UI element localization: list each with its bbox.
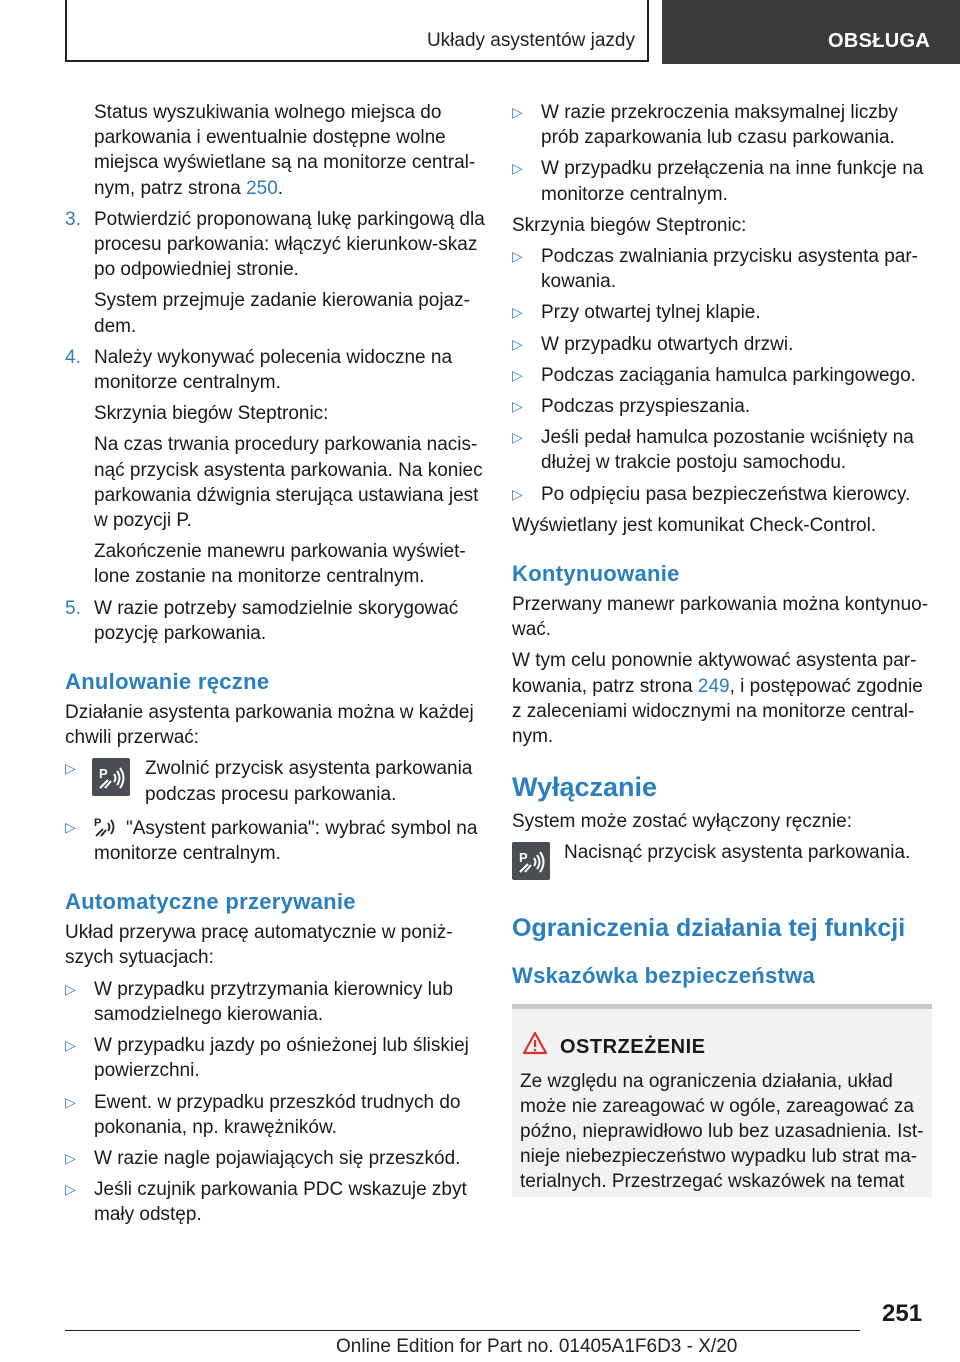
heading-auto-interrupt: Automatyczne przerywanie: [65, 889, 356, 915]
header-chapter-box: [662, 0, 960, 64]
svg-text:P: P: [99, 766, 108, 782]
triangle-bullet-icon: ▷: [65, 1181, 76, 1198]
interrupt-bullet: ▷ W razie przekroczenia maksymalnej liczby prób zaparkowania lub czasu parkowania.: [512, 102, 898, 149]
header-chapter-title: OBSŁUGA: [828, 30, 931, 52]
park-assist-button-icon: [512, 842, 550, 880]
continue-paragraph-1: Przerwany manewr parkowania można kontynuo-wać.: [512, 594, 929, 641]
steptronic-label: Skrzynia biegów Steptronic:: [512, 214, 747, 236]
triangle-bullet-icon: ▷: [65, 818, 76, 835]
warning-title: OSTRZEŻENIE: [560, 1035, 924, 1060]
step-4-note-1: Skrzynia biegów Steptronic:: [94, 403, 329, 425]
triangle-bullet-icon: ▷: [512, 366, 523, 383]
manual-bullet-2: ▷ P "Asystent parkowania": wybrać symbol na monitorze centralnym.: [65, 816, 478, 865]
page-link-250[interactable]: 250: [246, 177, 278, 199]
auto-bullet: ▷ Ewent. w przypadku przeszkód trudnych do pokonania, np. krawężników.: [65, 1091, 461, 1138]
heading-limitations: Ograniczenia działania tej funkcji: [512, 914, 906, 943]
switch-off-instruction: P Nacisnąć przycisk asystenta parkowania.: [512, 840, 932, 884]
warning-triangle-icon: [522, 1031, 548, 1055]
triangle-bullet-icon: ▷: [512, 160, 523, 177]
steptronic-bullet: ▷ Podczas zaciągania hamulca parkingowego.: [512, 363, 932, 388]
page-link-249[interactable]: 249: [697, 675, 730, 697]
steptronic-bullet: ▷ Przy otwartej tylnej klapie.: [512, 300, 932, 325]
auto-bullet: ▷ Jeśli czujnik parkowania PDC wskazuje zbyt mały odstęp.: [65, 1179, 467, 1226]
steptronic-bullet: ▷ Po odpięciu pasa bezpieczeństwa kierowcy.: [512, 482, 932, 507]
auto-bullet: ▷ W razie nagle pojawiających się przeszkód.: [65, 1146, 485, 1171]
triangle-bullet-icon: ▷: [65, 1149, 76, 1166]
step-4-note-3: Zakończenie manewru parkowania wyświet-lone zostanie na monitorze centralnym.: [94, 541, 466, 588]
heading-safety-note: Wskazówka bezpieczeństwa: [512, 963, 816, 989]
step-3-note: System przejmuje zadanie kierowania pojaz-dem.: [94, 290, 470, 337]
footer-divider: [65, 1330, 860, 1331]
svg-text:P: P: [519, 850, 528, 866]
footer-edition: Online Edition for Part no. 01405A1F6D3 - X/20: [336, 1336, 738, 1357]
step-4-note-2: Na czas trwania procedury parkowania nacis-nąć przycisk asystenta parkowania. Na koniec parkowania dźwignia sterująca ustawiana jest w pozycji P.: [94, 434, 483, 532]
steptronic-bullet: ▷ Podczas zwalniania przycisku asystenta par-kowania.: [512, 246, 919, 293]
continued-paragraph: Status wyszukiwania wolnego miejsca do parkowania i ewentualnie dostępne wolne miejsca wyświetlane są na monitorze central- nym, patrz strona 250.: [94, 102, 476, 199]
step-number: 4.: [65, 346, 81, 368]
auto-intro: Układ przerywa pracę automatycznie w poniż-szych sytuacjach:: [65, 922, 453, 969]
warning-text: Ze względu na ograniczenia działania, układ może nie zareagować w ogóle, zareagować za późno, nieprawidłowo lub bez uzasadnienia. Ist-nieje niebezpieczeństwo wypadku lub strat ma-terialnych. Przestrzegać wskazówek na temat: [520, 1070, 924, 1193]
triangle-bullet-icon: ▷: [512, 429, 523, 446]
header-section-title: Układy asystentów jazdy: [426, 30, 635, 51]
heading-manual-cancel: Anulowanie ręczne: [65, 669, 270, 695]
left-column: [65, 100, 485, 1234]
step-3: 3. Potwierdzić proponowaną lukę parkingową dla procesu parkowania: włączyć kierunkow-skaz po odpowiedniej stronie.: [65, 208, 485, 281]
park-assist-symbol-icon: [94, 815, 120, 837]
check-control-note: Wyświetlany jest komunikat Check-Control.: [512, 514, 877, 536]
triangle-bullet-icon: ▷: [512, 335, 523, 352]
steptronic-bullet: ▷ W przypadku otwartych drzwi.: [512, 332, 932, 357]
interrupt-bullet: ▷ W przypadku przełączenia na inne funkcje na monitorze centralnym.: [512, 158, 924, 205]
warning-box: [512, 1004, 932, 1196]
steptronic-bullet: ▷ Podczas przyspieszania.: [512, 394, 932, 419]
heading-switch-off: Wyłączanie: [512, 772, 658, 803]
step-5: 5. W razie potrzeby samodzielnie skorygować pozycję parkowania.: [65, 597, 459, 644]
continue-paragraph-2: W tym celu ponownie aktywować asystenta par-kowania, patrz strona 249, i postępować zgodnie z zaleceniami widocznymi na monitorze central-nym.: [512, 650, 923, 748]
manual-intro: Działanie asystenta parkowania można w każdej chwili przerwać:: [65, 702, 474, 749]
page-number: 251: [882, 1300, 923, 1327]
switch-off-paragraph: System może zostać wyłączony ręcznie:: [512, 811, 853, 833]
triangle-bullet-icon: ▷: [512, 104, 523, 120]
heading-continue: Kontynuowanie: [512, 561, 680, 587]
header-section-box: [65, 0, 649, 62]
triangle-bullet-icon: ▷: [512, 485, 523, 502]
triangle-bullet-icon: ▷: [512, 398, 523, 415]
triangle-bullet-icon: ▷: [65, 760, 76, 777]
step-number: 5.: [65, 597, 81, 619]
triangle-bullet-icon: ▷: [512, 248, 523, 265]
auto-bullet: ▷ W przypadku przytrzymania kierownicy lub samodzielnego kierowania.: [65, 978, 454, 1025]
triangle-bullet-icon: ▷: [65, 1093, 76, 1110]
manual-bullet-1: ▷ P Zwolnić przycisk asystenta parkowania podczas procesu parkowania.: [65, 758, 473, 805]
park-assist-button-icon: [92, 758, 130, 796]
triangle-bullet-icon: ▷: [65, 1037, 76, 1054]
right-column: [512, 100, 932, 1197]
step-4: 4. Należy wykonywać polecenia widoczne na monitorze centralnym.: [65, 346, 453, 394]
triangle-bullet-icon: ▷: [65, 980, 76, 997]
svg-text:P: P: [94, 816, 102, 829]
step-number: 3.: [65, 208, 81, 230]
auto-bullet: ▷ W przypadku jazdy po ośnieżonej lub śliskiej powierzchni.: [65, 1035, 469, 1082]
triangle-bullet-icon: ▷: [512, 304, 523, 321]
steptronic-bullet: ▷ Jeśli pedał hamulca pozostanie wciśnięty na dłużej w trakcie postoju samochodu.: [512, 427, 914, 474]
